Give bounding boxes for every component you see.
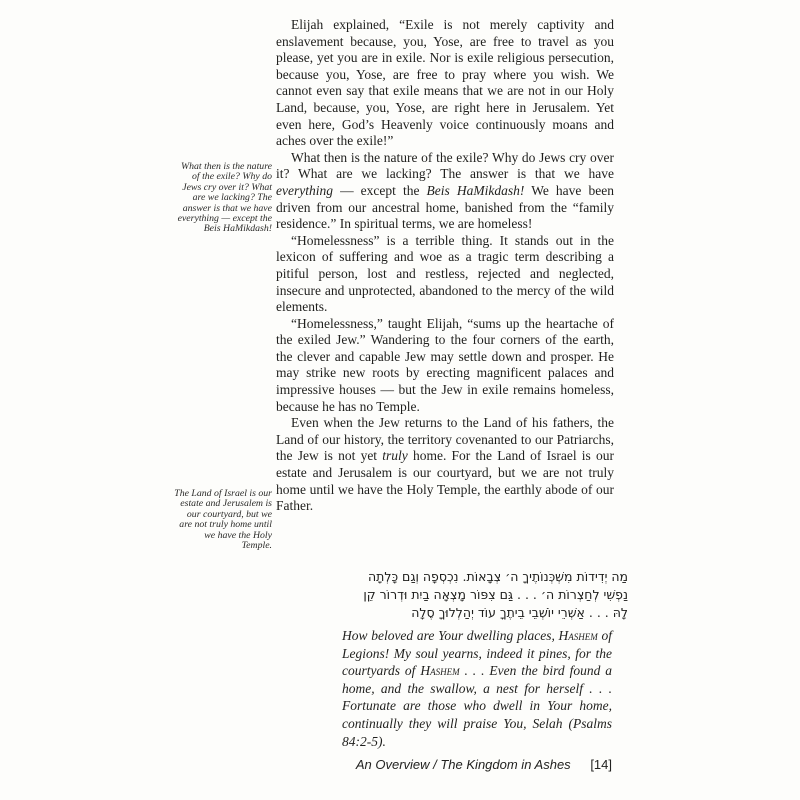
- margin-note-land-of-israel: The Land of Israel is our estate and Jerusalem is our courtyard, but we are not truly home until we have the Holy Temple.: [174, 488, 272, 552]
- page-number: [14]: [590, 757, 612, 772]
- margin-note-exile: What then is the nature of the exile? Why do Jews cry over it? What are we lacking? The answer is that we have everything — except the Beis HaMikdash!: [177, 161, 272, 235]
- page-footer: [356, 757, 612, 772]
- hebrew-line: מַה יְדִידוֹת מִשְׁכְּנוֹתֶיךָ ה׳ צְבָאוֹת. נִכְסְפָה וְגַם כָּלְתָה: [367, 569, 628, 584]
- paragraph-homelessness: “Homelessness” is a terrible thing. It stands out in the lexicon of suffering and woe as a tragic term describing a pitiful person, lost and restless, rejected and neglected, insecure and unprotected, abandoned to the mercy of the wild elements.: [276, 232, 614, 315]
- paragraph-nature-of-exile: What then is the nature of the exile? Why do Jews cry over it? What are we lacking? The answer is that we have everything — except the Beis HaMikdash! We have been driven from our ancestral home, banished from the “family residence.” In spiritual terms, we are homeless!: [276, 149, 614, 232]
- verse-translation: How beloved are Your dwelling places, Hashem of Legions! My soul yearns, indeed it pines, for the courtyards of Hashem . . . Even the bird found a home, and the swallow, a nest for herself . . . Fortunate are those who dwell in Your home, continually they will praise You, Selah (Psalms 84:2-5).: [342, 628, 612, 749]
- running-title: An Overview / The Kingdom in Ashes: [355, 757, 571, 772]
- paragraph-exiled-jew: “Homelessness,” taught Elijah, “sums up the heartache of the exiled Jew.” Wandering to the four corners of the earth, the clever and capable Jew may settle down and prosper. He may strike new roots by erecting magnificent palaces and impressive houses — but the Jew in exile remains homeless, because he has no Temple.: [276, 315, 614, 414]
- hebrew-verse: [342, 568, 628, 622]
- main-text-column: [276, 17, 614, 515]
- paragraph-return-to-land: Even when the Jew returns to the Land of his fathers, the Land of our history, the territory covenanted to our Patriarchs, the Jew is not yet truly home. For the Land of Israel is our estate and Jerusalem is our courtyard, but we are not truly home until we have the Holy Temple, the earthly abode of our Father.: [276, 415, 614, 514]
- hebrew-line: נַפְשִׁי לְחַצְרוֹת ה׳ . . . גַּם צִפּוֹר מָצְאָה בַיִת וּדְרוֹר קֵן: [363, 587, 628, 602]
- hebrew-line: לָהּ . . . אַשְׁרֵי יוֹשְׁבֵי בֵיתֶךָ עוֹד יְהַלְלוּךָ סֶלָה: [411, 605, 628, 620]
- paragraph-elijah-explained: Elijah explained, “Exile is not merely captivity and enslavement because, you, Yose, are free to travel as you please, yet you are in exile. Nor is exile religious persecution, because you, Yose, are free to pray where you wish. We cannot even say that exile means that we are not in our Holy Land, because, you, Yose, are right here in Jerusalem. Yet even here, God’s Heavenly voice continuously moans and aches over the exile!”: [276, 17, 614, 149]
- psalm-quote-block: [342, 568, 628, 750]
